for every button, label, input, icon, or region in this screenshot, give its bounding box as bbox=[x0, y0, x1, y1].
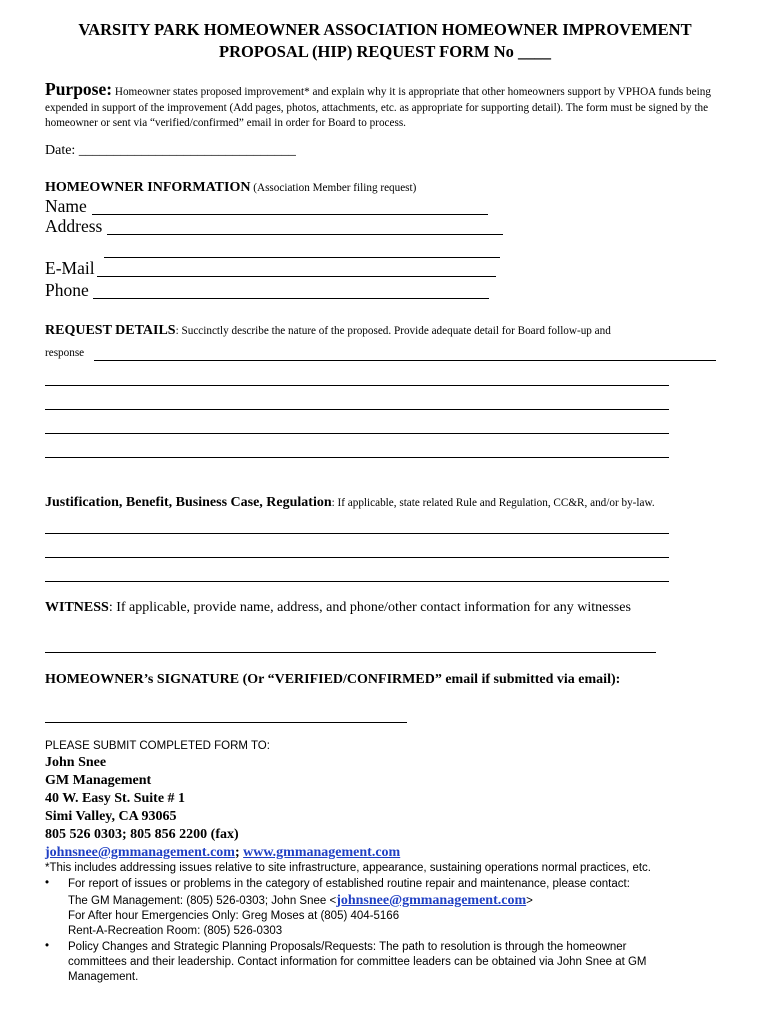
signature-field[interactable] bbox=[45, 722, 407, 723]
homeowner-info-heading: HOMEOWNER INFORMATION bbox=[45, 180, 251, 195]
address-label: Address bbox=[45, 216, 103, 236]
bullet-2-marker: • bbox=[45, 940, 50, 952]
address-field-line2[interactable] bbox=[104, 257, 500, 258]
form-title-line1: VARSITY PARK HOMEOWNER ASSOCIATION HOMEOWNER IMPROVEMENT bbox=[78, 20, 692, 39]
submit-links bbox=[45, 844, 400, 862]
response-field-line1[interactable] bbox=[94, 360, 716, 361]
bullet-2-line3: Management. bbox=[68, 971, 139, 983]
submit-company: GM Management bbox=[45, 773, 152, 788]
submit-contact-name: John Snee bbox=[45, 755, 107, 770]
signature-heading: HOMEOWNER’s SIGNATURE (Or “VERIFIED/CONFIRMED” email if submitted via email): bbox=[45, 672, 621, 687]
name-label: Name bbox=[45, 196, 87, 216]
homeowner-info-subheading: (Association Member filing request) bbox=[250, 182, 417, 194]
witness-heading: WITNESS bbox=[45, 600, 109, 615]
submit-label: PLEASE SUBMIT COMPLETED FORM TO: bbox=[45, 740, 270, 752]
phone-field[interactable] bbox=[93, 298, 489, 299]
request-details-header bbox=[45, 321, 611, 339]
justification-field-line2[interactable] bbox=[45, 557, 669, 558]
response-field-line4[interactable] bbox=[45, 433, 669, 434]
submit-link-separator: ; bbox=[234, 845, 244, 860]
submit-phones: 805 526 0303; 805 856 2200 (fax) bbox=[45, 827, 239, 842]
justification-field-line1[interactable] bbox=[45, 533, 669, 534]
response-field-line2[interactable] bbox=[45, 385, 669, 386]
recreation-line: Rent-A-Recreation Room: (805) 526-0303 bbox=[68, 925, 283, 937]
date-field[interactable]: Date: _______________________________ bbox=[45, 143, 296, 158]
purpose-text: Homeowner states proposed improvement* and explain why it is appropriate that other homeowners support by VPHOA funds being expended in support of the improvement (Add pages, photos, attachments, etc. as appropriate for supporting detail). The form must be signed by the homeowner or sent via “verified/confirmed” email in order for Board to process. bbox=[45, 86, 711, 129]
submit-website-link[interactable]: www.gmmanagement.com bbox=[243, 845, 401, 860]
justification-header bbox=[45, 493, 655, 511]
gm-contact-suffix: > bbox=[526, 895, 533, 907]
submit-email-link[interactable]: johnsnee@gmmanagement.com bbox=[45, 845, 235, 860]
bullet-2-line2: committees and their leadership. Contact information for committee leaders can be obtained via John Snee at GM bbox=[68, 956, 647, 968]
address-field-line1[interactable] bbox=[107, 234, 503, 235]
request-details-heading: REQUEST DETAILS bbox=[45, 323, 176, 338]
response-field-line5[interactable] bbox=[45, 457, 669, 458]
bullet-2-line1: Policy Changes and Strategic Planning Proposals/Requests: The path to resolution is through the homeowner bbox=[68, 941, 627, 953]
submit-city: Simi Valley, CA 93065 bbox=[45, 809, 177, 824]
form-title-line2: PROPOSAL (HIP) REQUEST FORM No ____ bbox=[218, 42, 551, 61]
request-details-text: : Succinctly describe the nature of the proposed. Provide adequate detail for Board follow-up and bbox=[175, 325, 611, 337]
justification-field-line3[interactable] bbox=[45, 581, 669, 582]
name-field[interactable] bbox=[92, 214, 488, 215]
purpose-paragraph bbox=[45, 79, 735, 132]
response-label: response bbox=[45, 347, 85, 359]
justification-text: : If applicable, state related Rule and Regulation, CC&R, and/or by-law. bbox=[331, 497, 655, 509]
witness-field[interactable] bbox=[45, 652, 656, 653]
bullet-1-marker: • bbox=[45, 877, 50, 889]
purpose-heading: Purpose: bbox=[45, 79, 113, 99]
gm-contact-email-link[interactable]: johnsnee@gmmanagement.com bbox=[336, 893, 527, 908]
email-label: E-Mail bbox=[45, 258, 95, 278]
response-field-line3[interactable] bbox=[45, 409, 669, 410]
after-hours-line: For After hour Emergencies Only: Greg Moses at (805) 404-5166 bbox=[68, 910, 400, 922]
justification-heading: Justification, Benefit, Business Case, Regulation bbox=[45, 495, 332, 510]
bullet-1-text: For report of issues or problems in the category of established routine repair and maintenance, please contact: bbox=[68, 878, 630, 890]
gm-contact-line bbox=[68, 893, 533, 910]
footnote: *This includes addressing issues relative to site infrastructure, appearance, sustaining operations normal practices, etc. bbox=[45, 862, 651, 874]
email-field[interactable] bbox=[97, 276, 496, 277]
submit-street: 40 W. Easy St. Suite # 1 bbox=[45, 791, 186, 806]
witness-header bbox=[45, 600, 631, 616]
gm-contact-prefix: The GM Management: (805) 526-0303; John Snee < bbox=[68, 895, 337, 907]
homeowner-info-header bbox=[45, 178, 416, 196]
phone-label: Phone bbox=[45, 280, 89, 300]
witness-text: : If applicable, provide name, address, and phone/other contact information for any witnesses bbox=[108, 600, 631, 615]
